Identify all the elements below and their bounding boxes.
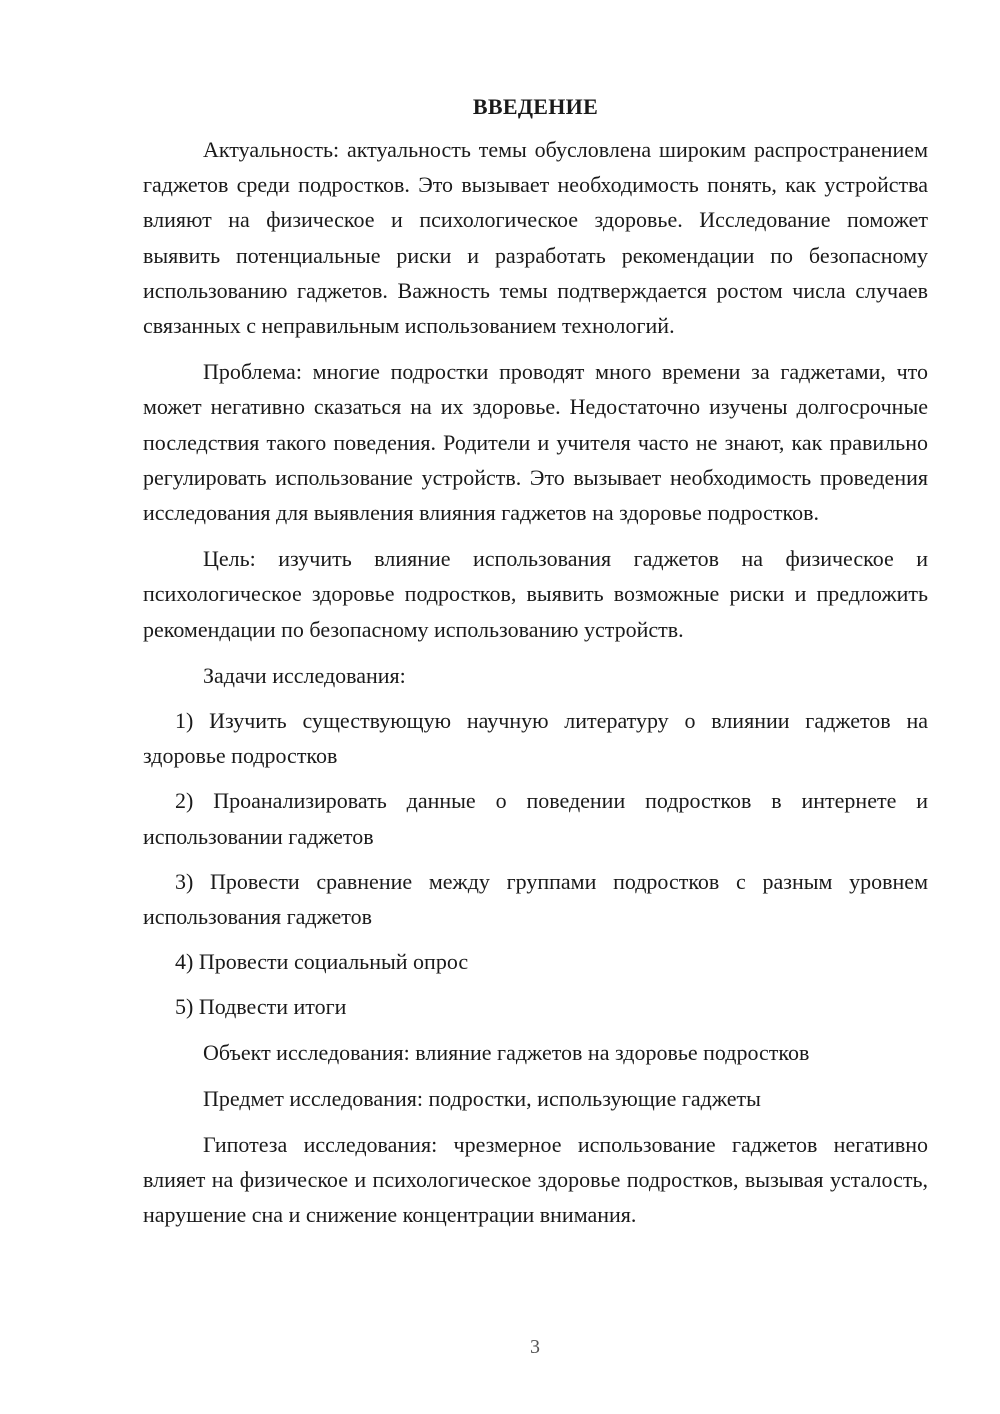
goal-paragraph: Цель: изучить влияние использования гаджетов на физическое и психологическое здоровье подростков, выявить возможные риски и предложить рекомендации по безопасному использованию устройств. bbox=[143, 546, 928, 642]
subject-paragraph: Предмет исследования: подростки, использующие гаджеты bbox=[203, 1085, 761, 1111]
list-item: 2) Проанализировать данные о поведении подростков в интернете и использовании гаджетов bbox=[143, 788, 928, 849]
document-page bbox=[143, 92, 928, 1233]
list-item: 4) Провести социальный опрос bbox=[175, 949, 469, 975]
object-paragraph: Объект исследования: влияние гаджетов на здоровье подростков bbox=[203, 1039, 810, 1065]
list-item: 1) Изучить существующую научную литературу о влиянии гаджетов на здоровье подростков bbox=[143, 708, 928, 769]
problem-paragraph: Проблема: многие подростки проводят много времени за гаджетами, что может негативно сказаться на их здоровье. Недостаточно изучены долгосрочные последствия такого поведения. Родители и учителя часто не знают, как правильно регулировать использование устройств. Это вызывает необходимость проведения исследования для выявления влияния гаджетов на здоровье подростков. bbox=[143, 359, 928, 526]
tasks-heading: Задачи исследования: bbox=[203, 662, 406, 688]
hypothesis-paragraph: Гипотеза исследования: чрезмерное использование гаджетов негативно влияет на физическое и психологическое здоровье подростков, вызывая усталость, нарушение сна и снижение концентрации внимания. bbox=[143, 1132, 928, 1228]
relevance-paragraph: Актуальность: актуальность темы обусловлена широким распространением гаджетов среди подростков. Это вызывает необходимость понять, как устройства влияют на физическое и психологическое здоровье. Исследование поможет выявить потенциальные риски и разработать рекомендации по безопасному использованию гаджетов. Важность темы подтверждается ростом числа случаев связанных с неправильным использованием технологий. bbox=[143, 137, 928, 339]
page-number: 3 bbox=[530, 1336, 540, 1358]
list-item: 3) Провести сравнение между группами подростков с разным уровнем использования гаджетов bbox=[143, 868, 928, 930]
page-title: ВВЕДЕНИЕ bbox=[472, 94, 599, 119]
tasks-list bbox=[143, 703, 928, 1025]
list-item: 5) Подвести итоги bbox=[175, 994, 347, 1020]
